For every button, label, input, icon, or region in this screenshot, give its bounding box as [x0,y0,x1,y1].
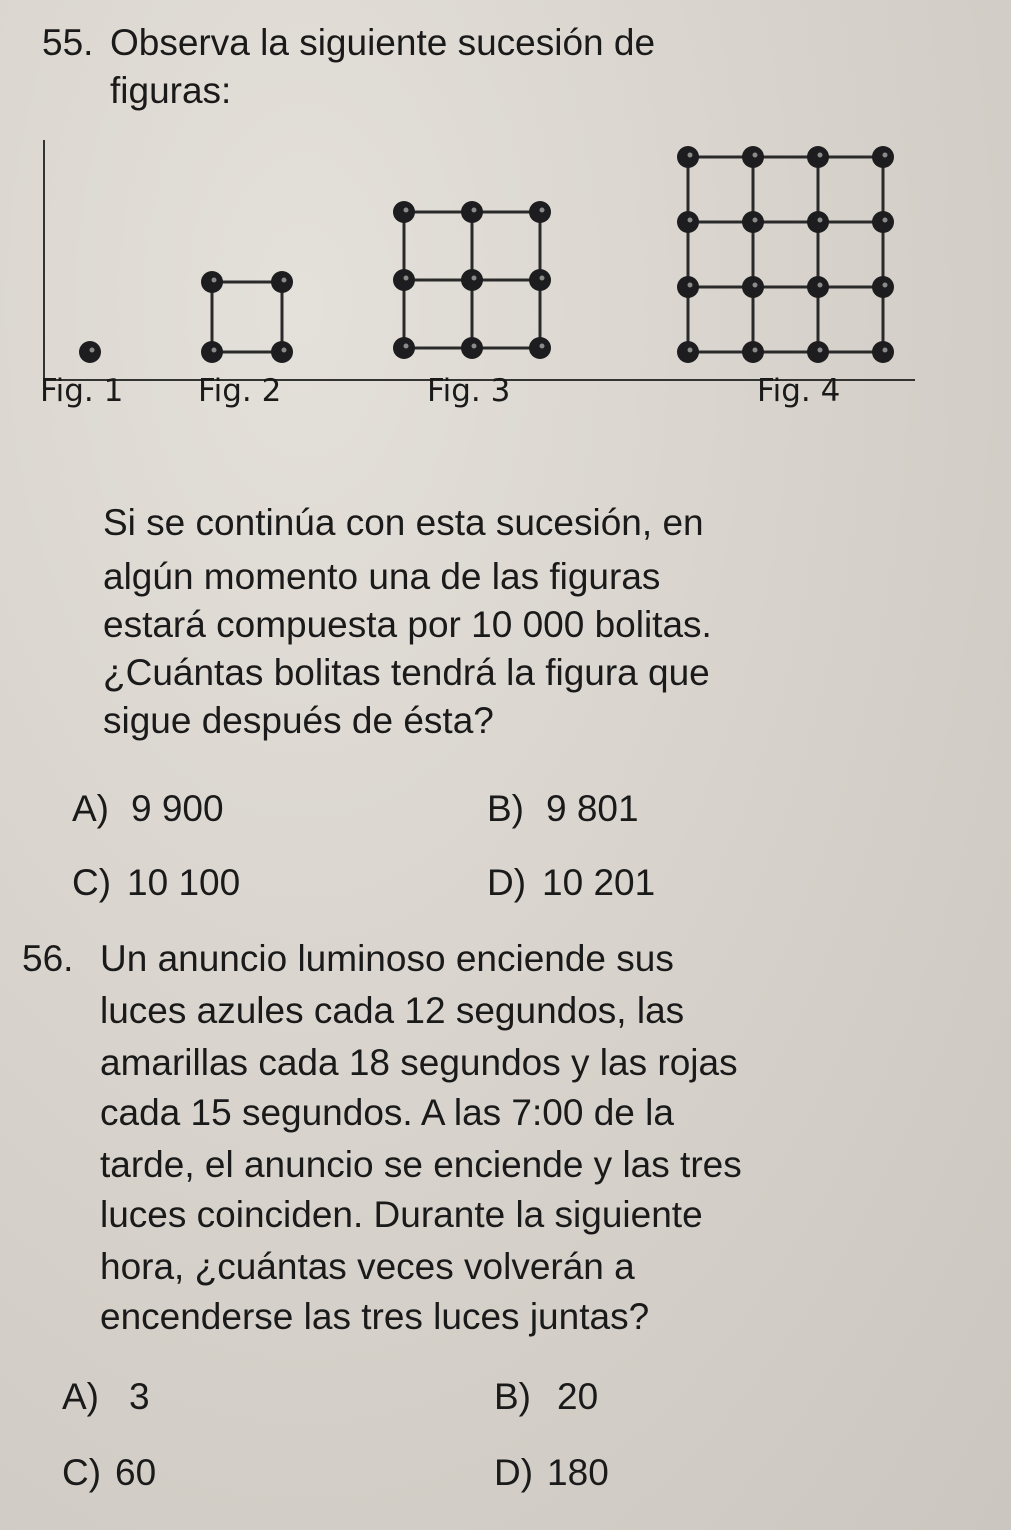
ball-highlight [688,153,693,158]
ball-dot [807,276,829,298]
fig-label-1: Fig. 1 [40,373,124,409]
ball-highlight [688,283,693,288]
ball-highlight [883,153,888,158]
ball-highlight [472,344,477,349]
ball-dot [742,276,764,298]
ball-highlight [212,348,217,353]
ball-highlight [90,348,95,353]
figure-1 [79,341,101,363]
option-letter: C) [62,1452,102,1493]
ball-dot [807,341,829,363]
option-value: 10 201 [542,862,656,903]
option-d[interactable] [494,1452,609,1494]
option-value: 3 [129,1376,150,1417]
ball-dot [201,271,223,293]
ball-highlight [540,344,545,349]
ball-highlight [472,208,477,213]
question-intro-line-2: figuras: [110,70,232,111]
ball-highlight [282,348,287,353]
ball-highlight [818,153,823,158]
ball-dot [201,341,223,363]
ball-highlight [883,348,888,353]
fig-label-2: Fig. 2 [198,373,282,409]
question-line: luces coinciden. Durante la siguiente [100,1194,703,1235]
ball-dot [677,276,699,298]
paragraph-line: Si se continúa con esta sucesión, en [103,502,704,543]
option-letter: D) [487,862,527,903]
option-b[interactable] [494,1376,598,1418]
ball-highlight [688,348,693,353]
option-letter: C) [72,862,112,903]
question-line: hora, ¿cuántas veces volverán a [100,1246,635,1287]
ball-highlight [472,276,477,281]
ball-dot [79,341,101,363]
ball-highlight [883,283,888,288]
ball-dot [529,201,551,223]
ball-highlight [883,218,888,223]
question-line: encenderse las tres luces juntas? [100,1296,650,1337]
option-c[interactable] [72,862,240,904]
intro-text: Observa la siguiente sucesión de [110,22,656,63]
paragraph-line: algún momento una de las figuras [103,556,661,597]
ball-highlight [404,344,409,349]
fig-label-3: Fig. 3 [427,373,511,409]
fig-label-4: Fig. 4 [757,373,841,409]
ball-highlight [753,283,758,288]
option-value: 9 900 [131,788,224,829]
ball-dot [677,146,699,168]
ball-highlight [540,208,545,213]
figure-sequence [42,140,917,385]
option-a[interactable] [62,1376,150,1418]
ball-dot [872,341,894,363]
question-line: amarillas cada 18 segundos y las rojas [100,1042,738,1083]
figure-3 [393,201,551,359]
option-value: 60 [115,1452,157,1493]
ball-highlight [688,218,693,223]
ball-dot [461,337,483,359]
option-value: 180 [547,1452,609,1493]
option-letter: B) [494,1376,531,1417]
ball-dot [807,211,829,233]
ball-dot [742,211,764,233]
option-c[interactable] [62,1452,156,1494]
ball-dot [461,201,483,223]
figure-drawing [42,140,917,385]
ball-highlight [753,218,758,223]
ball-dot [393,201,415,223]
paragraph-line: sigue después de ésta? [103,700,494,741]
option-letter: D) [494,1452,534,1493]
option-b[interactable] [487,788,639,830]
ball-dot [271,341,293,363]
ball-dot [393,337,415,359]
ball-dot [742,146,764,168]
ball-highlight [404,208,409,213]
ball-dot [872,276,894,298]
question-intro-line-1 [110,22,880,64]
ball-dot [393,269,415,291]
ball-highlight [404,276,409,281]
ball-highlight [753,348,758,353]
option-letter: A) [62,1376,99,1417]
question-line: cada 15 segundos. A las 7:00 de la [100,1092,674,1133]
ball-dot [461,269,483,291]
ball-highlight [818,283,823,288]
question-line: luces azules cada 12 segundos, las [100,990,685,1031]
ball-dot [271,271,293,293]
ball-dot [872,146,894,168]
ball-dot [529,337,551,359]
figure-4 [677,146,894,363]
ball-dot [677,211,699,233]
ball-highlight [818,218,823,223]
question-line: Un anuncio luminoso enciende sus [100,938,674,979]
ball-highlight [282,278,287,283]
question-line: tarde, el anuncio se enciende y las tres [100,1144,742,1185]
ball-dot [677,341,699,363]
figure-2 [201,271,293,363]
ball-dot [529,269,551,291]
ball-highlight [753,153,758,158]
ball-dot [807,146,829,168]
option-letter: B) [487,788,524,829]
option-d[interactable] [487,862,655,904]
ball-dot [872,211,894,233]
ball-dot [742,341,764,363]
option-value: 20 [557,1376,599,1417]
paragraph-line: ¿Cuántas bolitas tendrá la figura que [103,652,710,693]
paragraph-line: estará compuesta por 10 000 bolitas. [103,604,712,645]
ball-highlight [540,276,545,281]
ball-highlight [212,278,217,283]
question-number: 56. [22,938,74,979]
option-a[interactable] [72,788,224,830]
option-value: 9 801 [546,788,639,829]
question-number: 55. [42,22,94,63]
option-value: 10 100 [127,862,241,903]
option-letter: A) [72,788,109,829]
ball-highlight [818,348,823,353]
